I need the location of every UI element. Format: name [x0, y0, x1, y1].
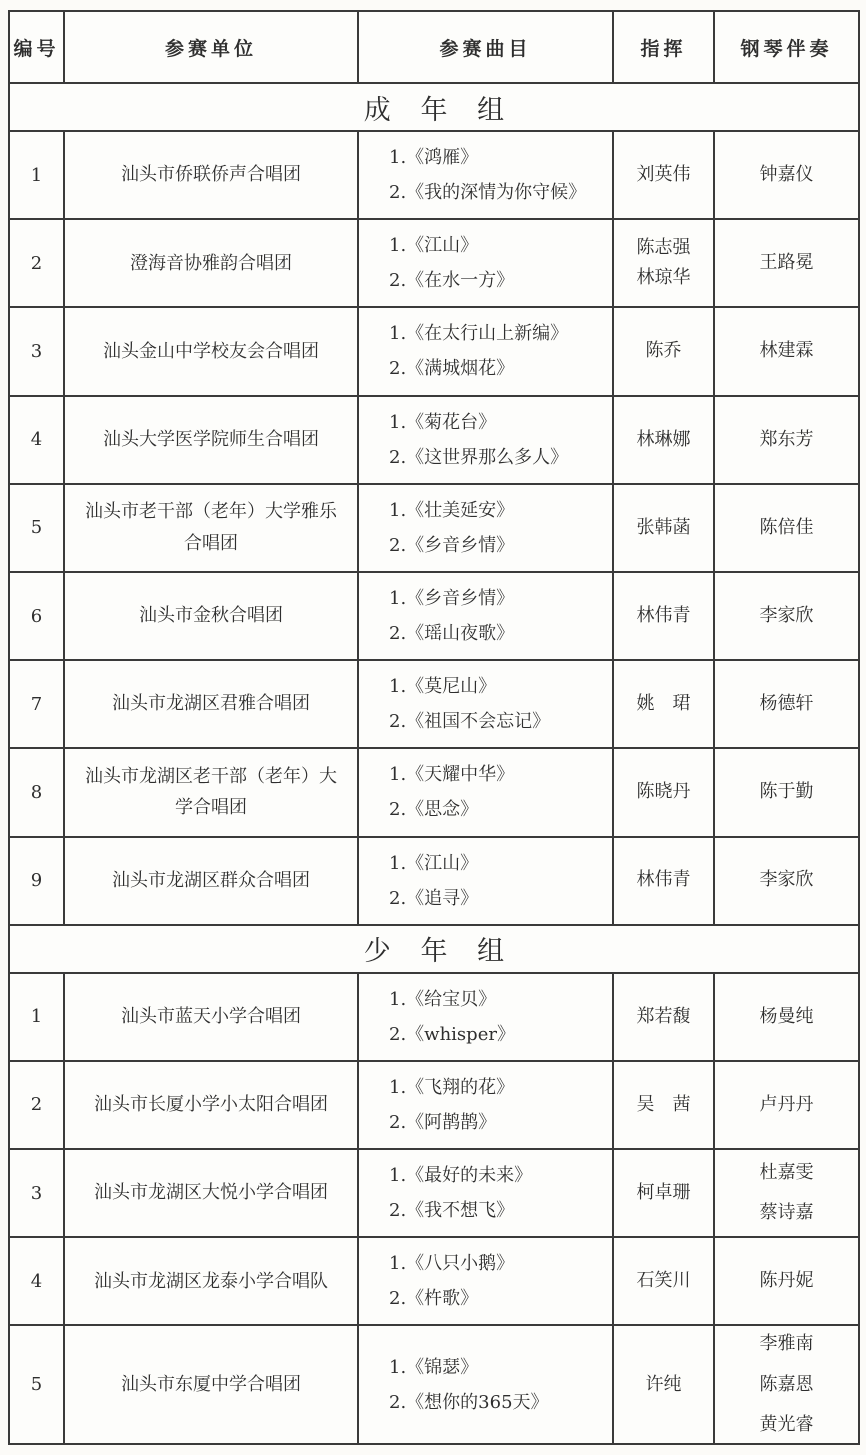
conductor-cell	[613, 131, 714, 219]
row-number: 3	[30, 1182, 43, 1204]
song-item: 2.《追寻》	[389, 887, 479, 909]
conductor-cell	[613, 484, 714, 572]
song-item: 1.《鸿雁》	[389, 147, 479, 168]
pianist-name: 李家欣	[759, 869, 814, 891]
unit-name: 汕头市长厦小学小太阳合唱团	[94, 1094, 328, 1116]
table-row	[9, 219, 859, 307]
conductor-name: 陈乔	[645, 340, 682, 362]
songs-cell	[358, 396, 613, 484]
row-number: 4	[30, 429, 43, 451]
songs-cell	[358, 1149, 613, 1237]
pianist-name: 钟嘉仪	[759, 163, 814, 185]
row-number-cell	[9, 660, 64, 748]
table-row	[9, 1061, 859, 1149]
pianist-name: 卢丹丹	[759, 1093, 814, 1115]
pianist-cell	[714, 1237, 859, 1325]
unit-name: 汕头市东厦中学合唱团	[121, 1374, 301, 1396]
songs-cell	[358, 973, 613, 1061]
conductor-name: 陈志强	[636, 237, 691, 259]
conductor-cell	[613, 1325, 714, 1444]
table-body	[9, 83, 859, 1444]
table-row	[9, 973, 859, 1061]
unit-cell	[64, 1325, 358, 1444]
row-number: 8	[30, 781, 43, 803]
songs-cell	[358, 1325, 613, 1444]
pianist-name: 杨曼纯	[759, 1005, 814, 1027]
unit-name: 汕头市金秋合唱团	[139, 605, 283, 627]
pianist-cell	[714, 1325, 859, 1444]
pianist-name: 蔡诗嘉	[759, 1202, 814, 1224]
song-item: 2.《阿鹊鹊》	[389, 1111, 497, 1133]
song-item: 2.《思念》	[389, 799, 479, 821]
table-row	[9, 396, 859, 484]
pianist-name: 陈于勤	[759, 781, 814, 803]
song-item: 1.《乡音乡情》	[389, 587, 515, 609]
pianist-name: 陈丹妮	[759, 1270, 814, 1292]
section-row	[9, 83, 859, 131]
conductor-cell	[613, 307, 714, 395]
songs-cell	[358, 748, 613, 836]
row-number-cell	[9, 484, 64, 572]
row-number: 4	[30, 1270, 43, 1292]
row-number: 1	[30, 1006, 43, 1028]
conductor-name: 吴 茜	[636, 1093, 691, 1115]
conductor-cell	[613, 219, 714, 307]
song-item: 2.《乡音乡情》	[389, 534, 515, 556]
unit-cell	[64, 307, 358, 395]
songs-cell	[358, 1061, 613, 1149]
song-item: 2.《whisper》	[389, 1023, 515, 1045]
unit-name: 汕头市龙湖区大悦小学合唱团	[94, 1182, 328, 1204]
row-number-cell	[9, 1325, 64, 1444]
unit-name: 汕头市龙湖区群众合唱团	[112, 869, 310, 891]
row-number-cell	[9, 748, 64, 836]
song-item: 1.《给宝贝》	[389, 988, 497, 1010]
unit-name: 汕头市龙湖区老干部（老年）大学合唱团	[85, 765, 337, 819]
unit-cell	[64, 219, 358, 307]
pianist-cell	[714, 1061, 859, 1149]
conductor-cell	[613, 572, 714, 660]
unit-cell	[64, 1237, 358, 1325]
unit-cell	[64, 837, 358, 925]
song-item: 2.《杵歌》	[389, 1288, 479, 1310]
songs-cell	[358, 307, 613, 395]
song-item: 1.《莫尼山》	[389, 676, 497, 698]
song-item: 2.《这世界那么多人》	[389, 446, 569, 468]
row-number: 2	[30, 252, 43, 274]
unit-cell	[64, 396, 358, 484]
unit-cell	[64, 572, 358, 660]
conductor-name: 林琼华	[636, 266, 691, 288]
unit-cell	[64, 660, 358, 748]
table-row	[9, 1325, 859, 1444]
unit-name: 汕头市龙湖区君雅合唱团	[112, 693, 310, 715]
pianist-cell	[714, 307, 859, 395]
pianist-cell	[714, 837, 859, 925]
row-number-cell	[9, 572, 64, 660]
conductor-name: 刘英伟	[636, 163, 691, 185]
song-item: 2.《在水一方》	[389, 270, 515, 292]
pianist-name: 杨德轩	[759, 693, 814, 715]
song-item: 2.《瑶山夜歌》	[389, 623, 515, 645]
unit-cell	[64, 484, 358, 572]
conductor-cell	[613, 1237, 714, 1325]
table-row	[9, 837, 859, 925]
table-row	[9, 1237, 859, 1325]
unit-cell	[64, 973, 358, 1061]
conductor-cell	[613, 1061, 714, 1149]
song-item: 1.《在太行山上新编》	[389, 323, 569, 345]
row-number-cell	[9, 837, 64, 925]
songs-cell	[358, 660, 613, 748]
conductor-name: 石笑川	[636, 1270, 691, 1292]
pianist-name: 陈倍佳	[759, 516, 814, 538]
pianist-name: 林建霖	[759, 340, 814, 362]
unit-name: 汕头市龙湖区龙泰小学合唱队	[94, 1270, 328, 1292]
row-number: 5	[30, 1374, 43, 1396]
conductor-name: 张韩菡	[636, 516, 691, 538]
song-item: 2.《祖国不会忘记》	[389, 711, 551, 733]
pianist-cell	[714, 396, 859, 484]
row-number: 1	[30, 164, 43, 186]
col-header-songs: 参赛曲目	[358, 11, 613, 83]
unit-name: 汕头金山中学校友会合唱团	[103, 340, 319, 362]
pianist-name: 陈嘉恩	[759, 1373, 814, 1395]
conductor-cell	[613, 973, 714, 1061]
pianist-name: 王路冕	[759, 252, 814, 274]
song-item: 1.《八只小鹅》	[389, 1253, 515, 1275]
songs-cell	[358, 484, 613, 572]
unit-name: 汕头市老干部（老年）大学雅乐合唱团	[85, 501, 337, 554]
row-number: 9	[30, 870, 43, 892]
row-number: 7	[30, 693, 43, 715]
pianist-cell	[714, 973, 859, 1061]
unit-name: 澄海音协雅韵合唱团	[130, 252, 292, 274]
conductor-name: 林伟青	[636, 604, 691, 626]
row-number-cell	[9, 973, 64, 1061]
pianist-name: 杜嘉雯	[759, 1161, 814, 1183]
pianist-name: 黄光睿	[759, 1414, 814, 1436]
row-number-cell	[9, 1149, 64, 1237]
unit-cell	[64, 1061, 358, 1149]
table-row	[9, 307, 859, 395]
conductor-name: 林伟青	[636, 869, 691, 891]
songs-cell	[358, 219, 613, 307]
pianist-cell	[714, 1149, 859, 1237]
pianist-name: 李雅南	[759, 1333, 814, 1355]
col-header-number: 编号	[9, 11, 64, 83]
song-item: 1.《天耀中华》	[389, 764, 515, 786]
table-row	[9, 1149, 859, 1237]
col-header-pianist: 钢琴伴奏	[714, 11, 859, 83]
unit-name: 汕头大学医学院师生合唱团	[103, 428, 319, 450]
song-item: 1.《飞翔的花》	[389, 1076, 515, 1098]
col-header-unit: 参赛单位	[64, 11, 358, 83]
song-item: 1.《菊花台》	[389, 411, 497, 433]
song-item: 1.《江山》	[389, 235, 479, 257]
songs-cell	[358, 572, 613, 660]
row-number: 2	[30, 1094, 43, 1116]
section-cell	[9, 83, 859, 131]
col-header-conductor: 指挥	[613, 11, 714, 83]
songs-cell	[358, 837, 613, 925]
section-row	[9, 925, 859, 973]
song-item: 1.《锦瑟》	[389, 1356, 479, 1378]
conductor-cell	[613, 748, 714, 836]
table-row	[9, 572, 859, 660]
conductor-cell	[613, 1149, 714, 1237]
pianist-cell	[714, 572, 859, 660]
songs-cell	[358, 131, 613, 219]
songs-cell	[358, 1237, 613, 1325]
row-number-cell	[9, 1061, 64, 1149]
competition-table	[8, 10, 860, 1445]
conductor-cell	[613, 837, 714, 925]
conductor-name: 郑若馥	[636, 1005, 691, 1027]
section-cell	[9, 925, 859, 973]
song-item: 1.《江山》	[389, 852, 479, 874]
table-row	[9, 131, 859, 219]
song-item: 2.《我不想飞》	[389, 1200, 515, 1222]
row-number-cell	[9, 219, 64, 307]
song-item: 1.《最好的未来》	[389, 1165, 533, 1187]
conductor-cell	[613, 660, 714, 748]
conductor-name: 姚 珺	[636, 693, 691, 715]
section-title: 成年组	[363, 94, 534, 126]
song-item: 2.《满城烟花》	[389, 358, 515, 380]
conductor-name: 许纯	[645, 1373, 682, 1395]
song-item: 1.《壮美延安》	[389, 499, 515, 521]
song-item: 2.《我的深情为你守候》	[389, 182, 587, 204]
row-number-cell	[9, 131, 64, 219]
row-number-cell	[9, 307, 64, 395]
row-number-cell	[9, 1237, 64, 1325]
pianist-name: 李家欣	[759, 604, 814, 626]
conductor-name: 林琳娜	[636, 428, 691, 450]
unit-name: 汕头市蓝天小学合唱团	[121, 1006, 301, 1028]
row-number-cell	[9, 396, 64, 484]
pianist-cell	[714, 748, 859, 836]
conductor-cell	[613, 396, 714, 484]
table-row	[9, 748, 859, 836]
header-row	[9, 11, 859, 83]
conductor-name: 陈晓丹	[636, 781, 691, 803]
row-number: 6	[30, 605, 43, 627]
unit-name: 汕头市侨联侨声合唱团	[121, 164, 301, 186]
song-item: 2.《想你的365天》	[389, 1391, 549, 1413]
row-number: 3	[30, 340, 43, 362]
unit-cell	[64, 131, 358, 219]
section-title: 少年组	[363, 936, 534, 968]
table-row	[9, 660, 859, 748]
table-row	[9, 484, 859, 572]
row-number: 5	[30, 517, 43, 539]
pianist-cell	[714, 131, 859, 219]
pianist-cell	[714, 660, 859, 748]
pianist-name: 郑东芳	[759, 428, 814, 450]
conductor-name: 柯卓珊	[636, 1182, 691, 1203]
unit-cell	[64, 1149, 358, 1237]
pianist-cell	[714, 219, 859, 307]
pianist-cell	[714, 484, 859, 572]
unit-cell	[64, 748, 358, 836]
